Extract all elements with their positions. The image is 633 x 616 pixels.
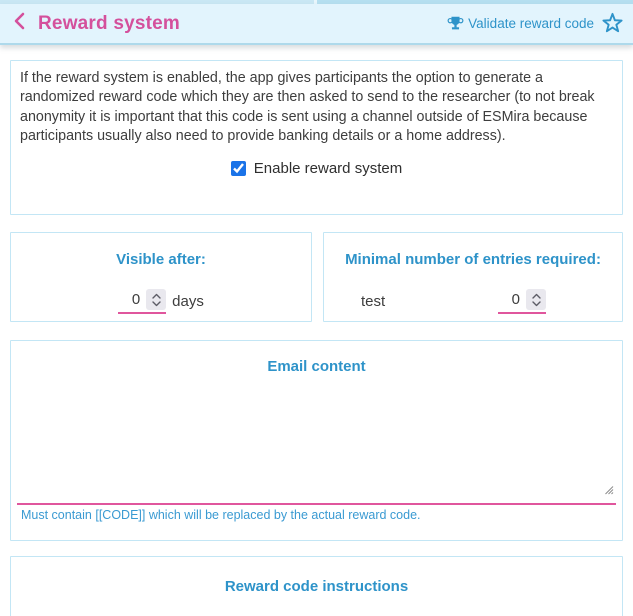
main-content (0, 45, 633, 616)
enable-reward-label: Enable reward system (253, 159, 403, 177)
email-content-hint: Must contain [[CODE]] which will be replaced by the actual reward code. (21, 508, 421, 522)
reward-description-text: If the reward system is enabled, the app gives participants the option to generate a randomized reward code which they are then asked to send to the researcher (to not break anonymity it is important that this code is sent using a channel outside of ESMira because participants usually also need to provide banking details or a home address). (20, 70, 595, 145)
email-content-box (10, 340, 623, 541)
reward-instructions-box (10, 556, 623, 616)
min-entries-heading: Minimal number of entries required: (345, 251, 601, 268)
back-button[interactable] (8, 11, 30, 37)
page-title: Reward system (38, 12, 181, 34)
min-entries-box (323, 232, 623, 322)
star-icon (601, 12, 624, 35)
spinner-down-icon (532, 301, 541, 307)
visible-after-input[interactable] (118, 291, 146, 308)
resize-handle-icon[interactable] (602, 482, 614, 500)
spinner-up-icon (532, 293, 541, 299)
min-entries-spinner[interactable] (526, 289, 546, 310)
visible-after-heading: Visible after: (116, 251, 206, 268)
min-entries-row-label: test (361, 293, 386, 310)
visible-after-box (10, 232, 312, 322)
visible-after-spinner[interactable] (146, 289, 166, 310)
header (0, 4, 633, 45)
min-entries-input[interactable] (498, 291, 526, 308)
email-content-textarea[interactable] (17, 380, 616, 505)
visible-after-unit: days (172, 293, 204, 310)
chevron-left-icon (13, 11, 26, 36)
spinner-up-icon (152, 293, 161, 299)
trophy-icon (447, 15, 464, 32)
validate-link-label: Validate reward code (468, 16, 594, 31)
favorite-star-button[interactable] (601, 12, 624, 35)
spinner-down-icon (152, 301, 161, 307)
enable-reward-checkbox[interactable] (231, 161, 246, 176)
reward-description-box (10, 60, 623, 215)
email-content-heading: Email content (267, 358, 366, 375)
reward-instructions-heading: Reward code instructions (224, 578, 409, 595)
validate-reward-code-link[interactable] (447, 15, 594, 32)
